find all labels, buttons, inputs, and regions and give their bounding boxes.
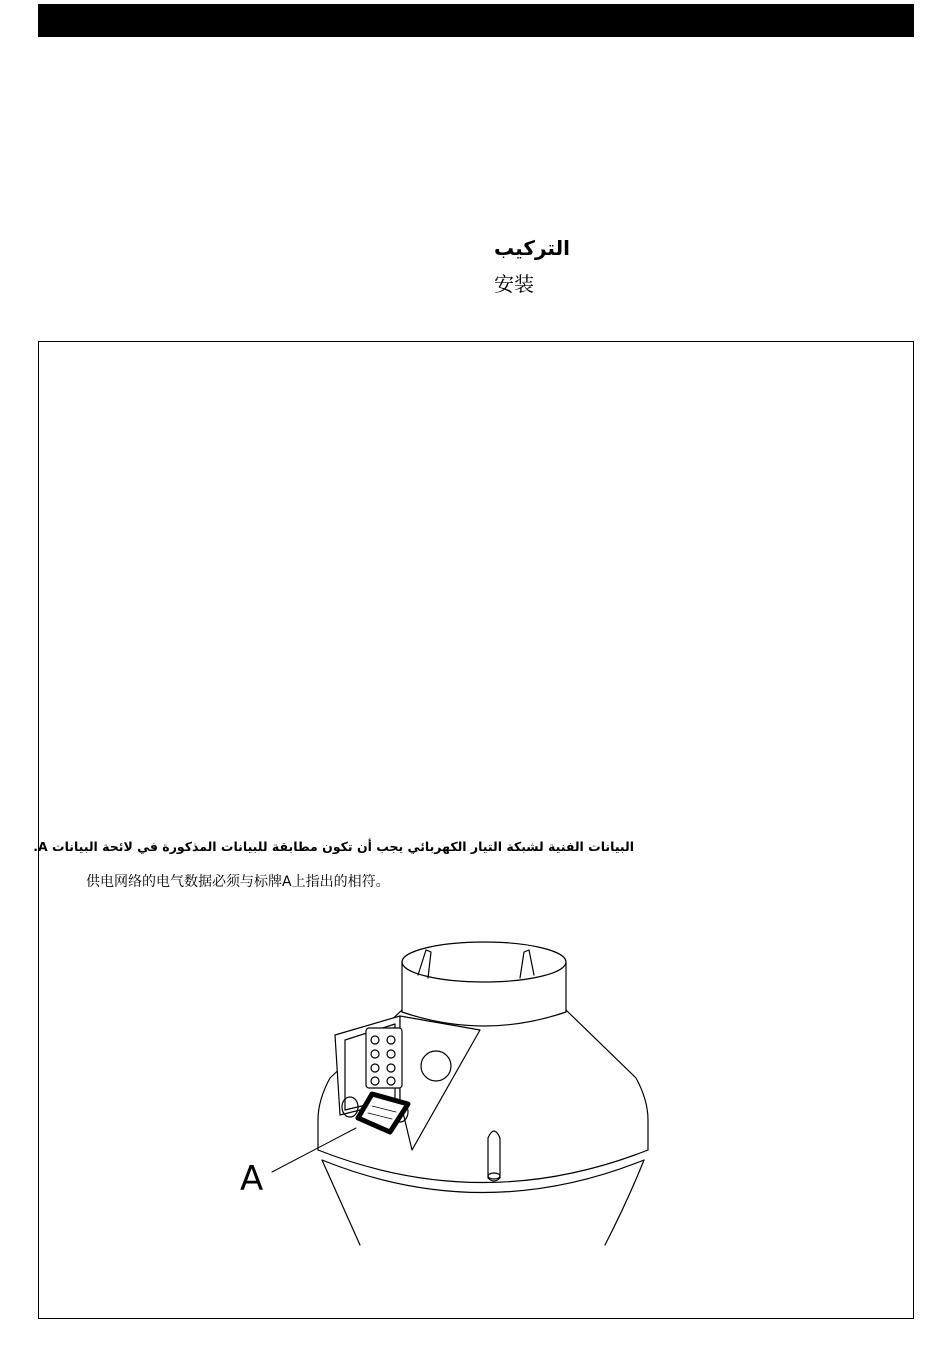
terminal-box	[335, 1016, 480, 1150]
header-bar	[38, 4, 914, 37]
callout-label-A: A	[240, 1159, 264, 1199]
notice-arabic: البيانات الفنية لشبكة التيار الكهربائي يجب أن تكون مطابقة للبيانات المذكورة في لائحة البيانات A.	[33, 839, 634, 854]
notice-chinese: 供电网络的电气数据必须与标牌A上指出的相符。	[86, 874, 390, 890]
fan-rating-plate-illustration	[230, 935, 670, 1250]
terminal-block	[366, 1028, 402, 1088]
outlet-collar	[402, 942, 566, 1026]
callout-leader-line	[272, 1128, 356, 1172]
section-heading	[494, 235, 570, 297]
section-title-chinese: 安装	[494, 272, 534, 296]
section-title-arabic: التركيب	[494, 236, 570, 260]
